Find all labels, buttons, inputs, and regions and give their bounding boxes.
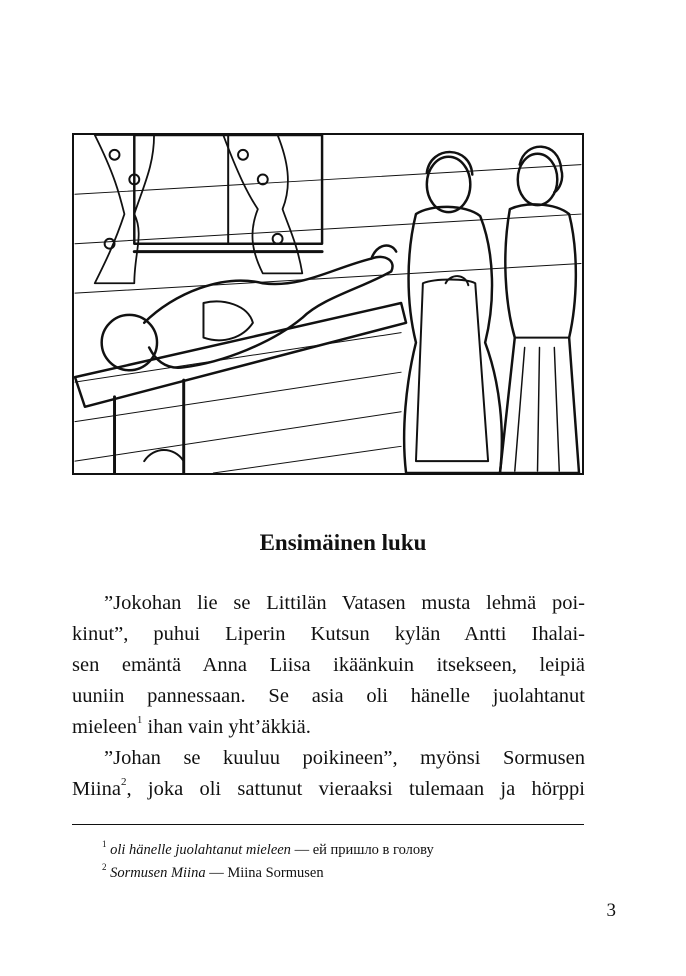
paragraph-line: ”Jokohan lie se Littilän Vatasen musta lehmä poi-: [104, 592, 585, 614]
text-fragment: Miina: [72, 778, 121, 800]
footnote-text: Miina Sormusen: [227, 865, 324, 881]
footnote-separator: —: [205, 865, 228, 881]
footnote-separator: —: [290, 842, 313, 858]
text-fragment: mieleen: [72, 716, 137, 738]
paragraph-line: ”Johan se kuuluu poikineen”, myönsi Sormusen: [104, 747, 585, 769]
paragraph-line: [72, 774, 585, 805]
illustration: [72, 133, 584, 475]
footnote-ref-2[interactable]: 2: [120, 776, 127, 789]
footnote-2: [102, 862, 434, 885]
footnote-term: Sormusen Miina: [110, 865, 206, 881]
paragraph-line: kinut”, puhui Liperin Kutsun kylän Antti Ihalai-: [72, 623, 585, 645]
page-number: 3: [606, 900, 616, 921]
footnote-number: 1: [102, 839, 107, 850]
paragraph-line: sen emäntä Anna Liisa ikäänkuin itsekseen, leipiä: [72, 654, 585, 676]
footnote-1: [102, 839, 434, 862]
text-fragment: , joka oli sattunut vieraaksi tulemaan ja hörppi: [126, 778, 585, 800]
paragraph-line: [72, 712, 585, 743]
body-text: [72, 588, 585, 805]
footnote-ref-1[interactable]: 1: [136, 714, 143, 727]
footnote-text: ей пришло в голову: [312, 842, 434, 858]
footnote-divider: [72, 824, 584, 825]
footnotes: [102, 839, 434, 885]
paragraph-line: uuniin pannessaan. Se asia oli hänelle juolahtanut: [72, 685, 585, 707]
chapter-title: Ensimäinen luku: [259, 530, 427, 555]
text-fragment: ihan vain yht’äkkiä.: [142, 716, 311, 738]
footnote-number: 2: [102, 862, 107, 873]
footnote-term: oli hänelle juolahtanut mieleen: [110, 842, 291, 858]
